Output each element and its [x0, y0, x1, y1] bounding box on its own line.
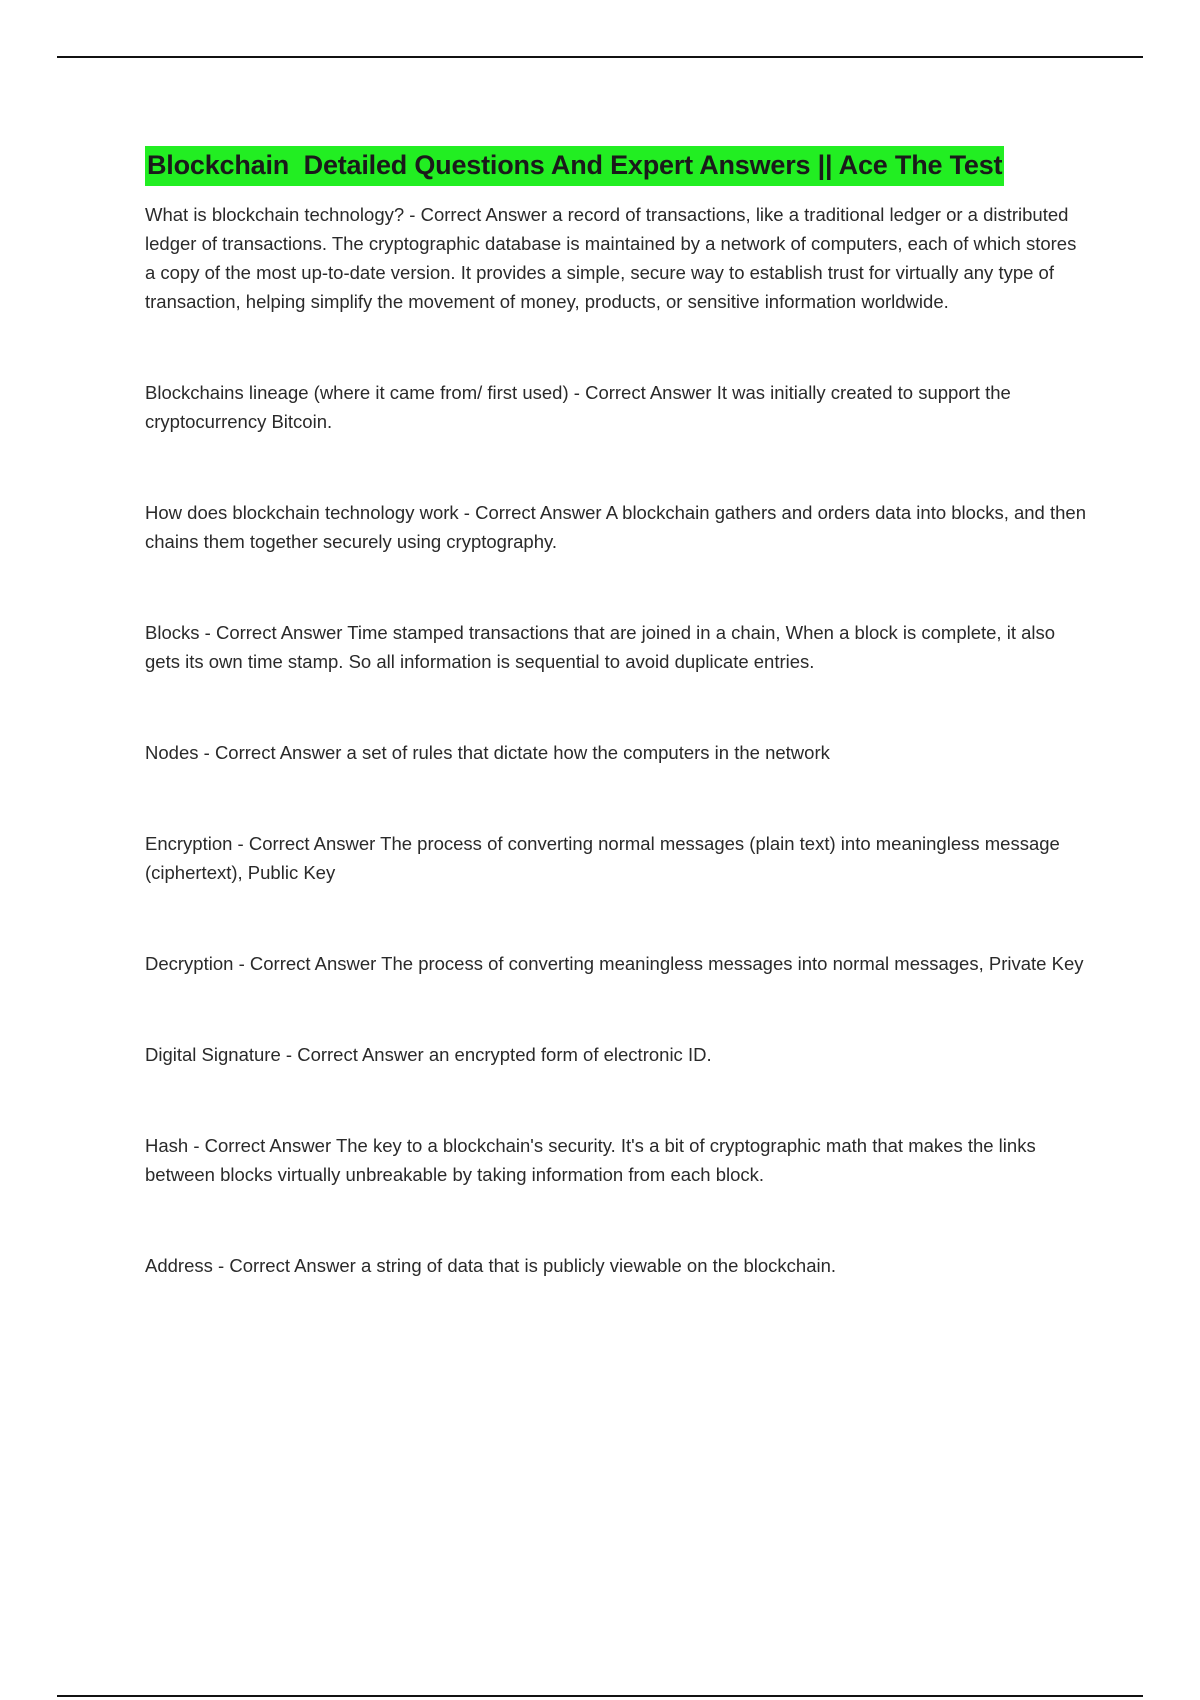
question: Address [145, 1255, 213, 1276]
qa-item [145, 498, 1090, 556]
qa-item [145, 1040, 1090, 1069]
separator: - [568, 382, 586, 403]
separator: - [280, 1044, 298, 1065]
answer-label: Correct Answer [214, 742, 342, 763]
answer-label: Correct Answer [249, 953, 377, 974]
question: Nodes [145, 742, 199, 763]
question: Encryption [145, 833, 233, 854]
qa-list [145, 200, 1090, 1280]
question: Decryption [145, 953, 234, 974]
qa-item [145, 829, 1090, 887]
answer-label: Correct Answer [585, 382, 712, 403]
answer: The process of converting normal messages (plain text) into meaningless message (ciphertext), Public Key [145, 833, 1065, 883]
separator: - [212, 1255, 230, 1276]
question: What is blockchain technology? [145, 204, 405, 225]
answer-label: Correct Answer [215, 622, 343, 643]
question: How does blockchain technology work [145, 502, 459, 523]
qa-item [145, 738, 1090, 767]
answer: A blockchain gathers and orders data into blocks, and then chains them together securely using cryptography. [145, 502, 1092, 552]
answer-label: Correct Answer [297, 1044, 424, 1065]
separator: - [458, 502, 476, 523]
separator: - [404, 204, 421, 225]
question: Blocks [145, 622, 200, 643]
answer-label: Correct Answer [229, 1255, 356, 1276]
answer-label: Correct Answer [420, 204, 548, 225]
answer-label: Correct Answer [248, 833, 376, 854]
answer: The key to a blockchain's security. It's a bit of cryptographic math that makes the links between blocks virtually unbreakable by taking information from each block. [145, 1135, 1041, 1185]
separator: - [188, 1135, 205, 1156]
answer: a set of rules that dictate how the computers in the network [346, 742, 830, 763]
qa-item [145, 618, 1090, 676]
document-body [145, 146, 1090, 1280]
separator: - [198, 742, 215, 763]
separator: - [199, 622, 216, 643]
qa-item [145, 378, 1090, 436]
qa-item [145, 200, 1090, 316]
answer: It was initially created to support the cryptocurrency Bitcoin. [145, 382, 1016, 432]
question: Hash [145, 1135, 189, 1156]
separator: - [233, 953, 250, 974]
answer: a record of transactions, like a traditional ledger or a distributed ledger of transactions. The cryptographic database is maintained by a network of computers, each of which stores a copy of the most up-to-date version. It provides a simple, secure way to establish trust for virtually any type of transaction, helping simplify the movement of money, products, or sensitive information worldwide. [145, 204, 1082, 312]
qa-item [145, 1131, 1090, 1189]
question: Blockchains lineage (where it came from/ first used) [145, 382, 569, 403]
answer: an encrypted form of electronic ID. [428, 1044, 712, 1065]
answer: The process of converting meaningless messages into normal messages, Private Key [381, 953, 1084, 974]
question: Digital Signature [145, 1044, 281, 1065]
answer: a string of data that is publicly viewable on the blockchain. [360, 1255, 837, 1276]
bottom-rule [57, 1695, 1143, 1697]
qa-item [145, 1251, 1090, 1280]
top-rule [57, 56, 1143, 58]
qa-item [145, 949, 1090, 978]
document-title: Blockchain Detailed Questions And Expert Answers || Ace The Test [145, 146, 1004, 186]
answer-label: Correct Answer [204, 1135, 332, 1156]
answer: Time stamped transactions that are joined in a chain, When a block is complete, it also gets its own time stamp. So all information is sequential to avoid duplicate entries. [145, 622, 1061, 672]
answer-label: Correct Answer [475, 502, 602, 523]
separator: - [232, 833, 249, 854]
